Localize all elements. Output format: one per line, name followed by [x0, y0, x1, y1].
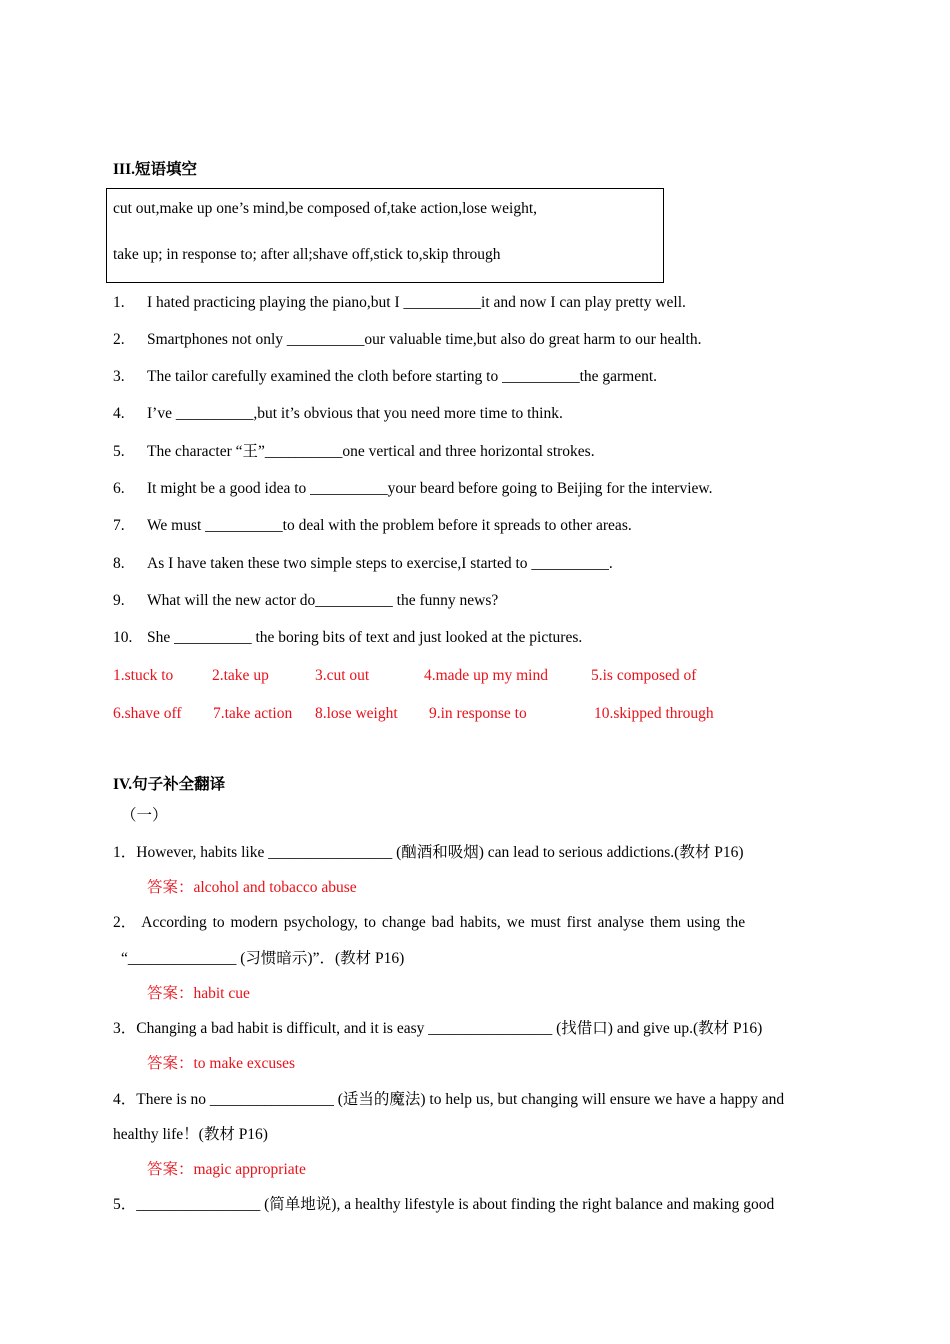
item-number: 4. [113, 405, 125, 422]
item-number: 2. [113, 331, 125, 348]
exercise-text-8: As I have taken these two simple steps to exercise,I started to __________. [147, 555, 613, 572]
translation-a2: 答案：habit cue [147, 985, 250, 1002]
item-number: 1. [113, 294, 125, 311]
exercise-text-5: The character “王”__________one vertical and three horizontal strokes. [147, 443, 595, 460]
exercise-item-4 [113, 404, 125, 424]
phrase-box-line-1: cut out,make up one’s mind,be composed of,take action,lose weight, [113, 200, 537, 217]
section-4-subtitle: （一） [121, 807, 168, 824]
exercise-item-2 [113, 330, 125, 350]
section-4-title: IV.句子补全翻译 [113, 776, 226, 793]
answer-9: 9.in response to [429, 705, 527, 722]
translation-q1: 1．However, habits like ________________ (酗酒和吸烟) can lead to serious addictions.(教材 P16) [113, 844, 744, 861]
answer-7: 7.take action [213, 705, 293, 722]
answer-4: 4.made up my mind [424, 667, 548, 684]
translation-a4: 答案：magic appropriate [147, 1161, 306, 1178]
answer-5: 5.is composed of [591, 667, 697, 684]
exercise-text-2: Smartphones not only __________our valuable time,but also do great harm to our health. [147, 331, 702, 348]
answer-6: 6.shave off [113, 705, 182, 722]
item-number: 3. [113, 368, 125, 385]
item-number: 5. [113, 443, 125, 460]
item-number: 8. [113, 555, 125, 572]
translation-q4-line2: healthy life！(教材 P16) [113, 1126, 268, 1143]
exercise-text-3: The tailor carefully examined the cloth before starting to __________the garment. [147, 368, 658, 385]
exercise-text-7: We must __________to deal with the problem before it spreads to other areas. [147, 517, 632, 534]
exercise-item-5 [113, 442, 125, 462]
exercise-item-9 [113, 591, 125, 611]
translation-q3: 3．Changing a bad habit is difficult, and it is easy ________________ (找借口) and give up.(教材 P16) [113, 1020, 763, 1037]
answer-2: 2.take up [212, 667, 269, 684]
exercise-item-6 [113, 479, 125, 499]
translation-q5: 5．________________ (简单地说), a healthy lifestyle is about finding the right balance and making good [113, 1196, 775, 1213]
exercise-text-10: She __________ the boring bits of text and just looked at the pictures. [147, 629, 583, 646]
exercise-item-10 [113, 628, 132, 648]
exercise-text-4: I’ve __________,but it’s obvious that you need more time to think. [147, 405, 563, 422]
exercise-text-9: What will the new actor do__________ the funny news? [147, 592, 499, 609]
answer-1: 1.stuck to [113, 667, 174, 684]
exercise-item-8 [113, 554, 125, 574]
item-number: 10. [113, 629, 133, 646]
translation-q2-line2: “______________ (习惯暗示)”．(教材 P16) [121, 950, 405, 967]
item-number: 6. [113, 480, 125, 497]
exercise-item-1 [113, 293, 125, 313]
translation-a1: 答案：alcohol and tobacco abuse [147, 879, 357, 896]
answer-10: 10.skipped through [594, 705, 714, 722]
answer-8: 8.lose weight [315, 705, 398, 722]
exercise-item-7 [113, 516, 125, 536]
answer-3: 3.cut out [315, 667, 370, 684]
item-number: 7. [113, 517, 125, 534]
phrase-box-line-2: take up; in response to; after all;shave off,stick to,skip through [113, 246, 501, 263]
item-number: 9. [113, 592, 125, 609]
translation-q2-line1: 2． According to modern psychology, to change bad habits, we must first analyse them using the [113, 914, 746, 931]
exercise-text-1: I hated practicing playing the piano,but I __________it and now I can play pretty well. [147, 294, 686, 311]
translation-a3: 答案：to make excuses [147, 1055, 296, 1072]
exercise-item-3 [113, 367, 125, 387]
section-3-title: III.短语填空 [113, 161, 197, 178]
translation-q4-line1: 4．There is no ________________ (适当的魔法) to help us, but changing will ensure we have a happy and [113, 1091, 785, 1108]
exercise-text-6: It might be a good idea to __________your beard before going to Beijing for the interview. [147, 480, 713, 497]
